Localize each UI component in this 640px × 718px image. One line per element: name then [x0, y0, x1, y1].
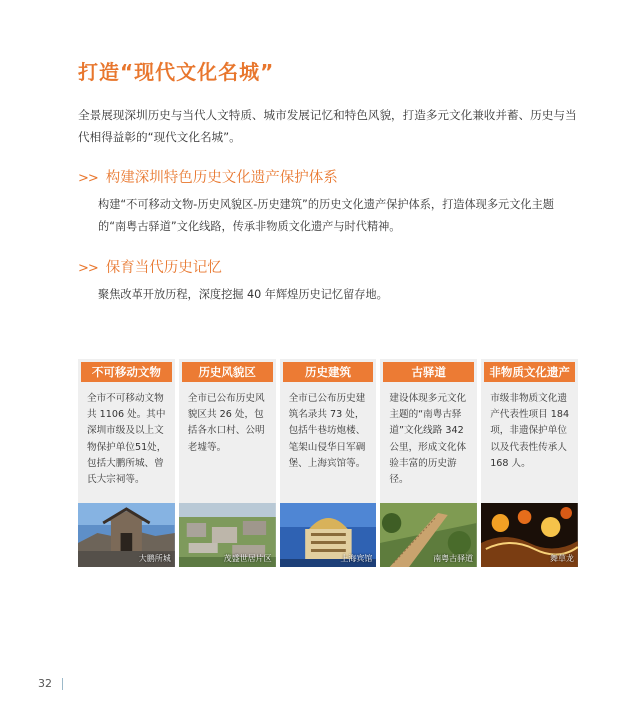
section-body-memory: 聚焦改革开放历程，深度挖掘 40 年辉煌历史记忆留存地。	[98, 288, 388, 301]
chevron-icon: >>	[78, 171, 98, 186]
card-text: 全市已公布历史建筑名录共 73 处，包括牛巷坊炮楼、笔架山侵华日军碉堡、上海宾馆等。	[280, 382, 377, 503]
section-heading-text: 构建深圳特色历史文化遗产保护体系	[105, 170, 338, 186]
card-caption: 上海宾馆	[340, 554, 373, 563]
card-title: 不可移动文物	[81, 362, 172, 382]
card-photo	[78, 503, 175, 567]
card-title: 古驿道	[383, 362, 474, 382]
card-title: 历史风貌区	[182, 362, 273, 382]
page-number-divider	[62, 678, 63, 690]
card-text: 全市已公布历史风貌区共 26 处，包括各水口村、公明老墟等。	[179, 382, 276, 503]
page-title: 打造“现代文化名城”	[78, 60, 275, 84]
card-text: 全市不可移动文物共 1106 处。其中深圳市级及以上文物保护单位51处，包括大鹏所城、曾氏大宗祠等。	[78, 382, 175, 503]
section-heading-memory	[78, 256, 222, 277]
intro-paragraph: 全景展现深圳历史与当代人文特质、城市发展记忆和特色风貌，打造多元文化兼收并蓄、历史与当代相得益彰的“现代文化名城”。	[78, 108, 577, 144]
card-title: 非物质文化遗产	[484, 362, 575, 382]
card-intangible-heritage	[481, 359, 578, 567]
card-historic-building	[280, 359, 377, 567]
card-caption: 南粤古驿道	[433, 554, 474, 563]
section-body-heritage: 构建“不可移动文物-历史风貌区-历史建筑”的历史文化遗产保护体系，打造体现多元文化主题的“南粤古驿道”文化线路，传承非物质文化遗产与时代精神。	[98, 198, 554, 233]
heritage-cards	[78, 359, 578, 567]
card-photo	[179, 503, 276, 567]
card-historic-district	[179, 359, 276, 567]
card-text: 市级非物质文化遗产代表性项目 184 项，非遗保护单位以及代表性传承人 168 人。	[481, 382, 578, 503]
card-immovable-relics	[78, 359, 175, 567]
card-photo	[481, 503, 578, 567]
card-text: 建设体现多元文化主题的“南粤古驿道”文化线路 342 公里，形成文化体验丰富的历史游径。	[380, 382, 477, 503]
card-caption: 大鹏所城	[138, 554, 171, 563]
card-caption: 舞草龙	[549, 554, 574, 563]
card-photo	[280, 503, 377, 567]
card-ancient-road	[380, 359, 477, 567]
section-heading-heritage	[78, 166, 338, 187]
page-number: 32	[38, 677, 52, 690]
section-heading-text: 保育当代历史记忆	[105, 260, 222, 276]
card-caption: 茂盛世居片区	[223, 554, 272, 563]
card-title: 历史建筑	[283, 362, 374, 382]
card-photo	[380, 503, 477, 567]
chevron-icon: >>	[78, 261, 98, 276]
